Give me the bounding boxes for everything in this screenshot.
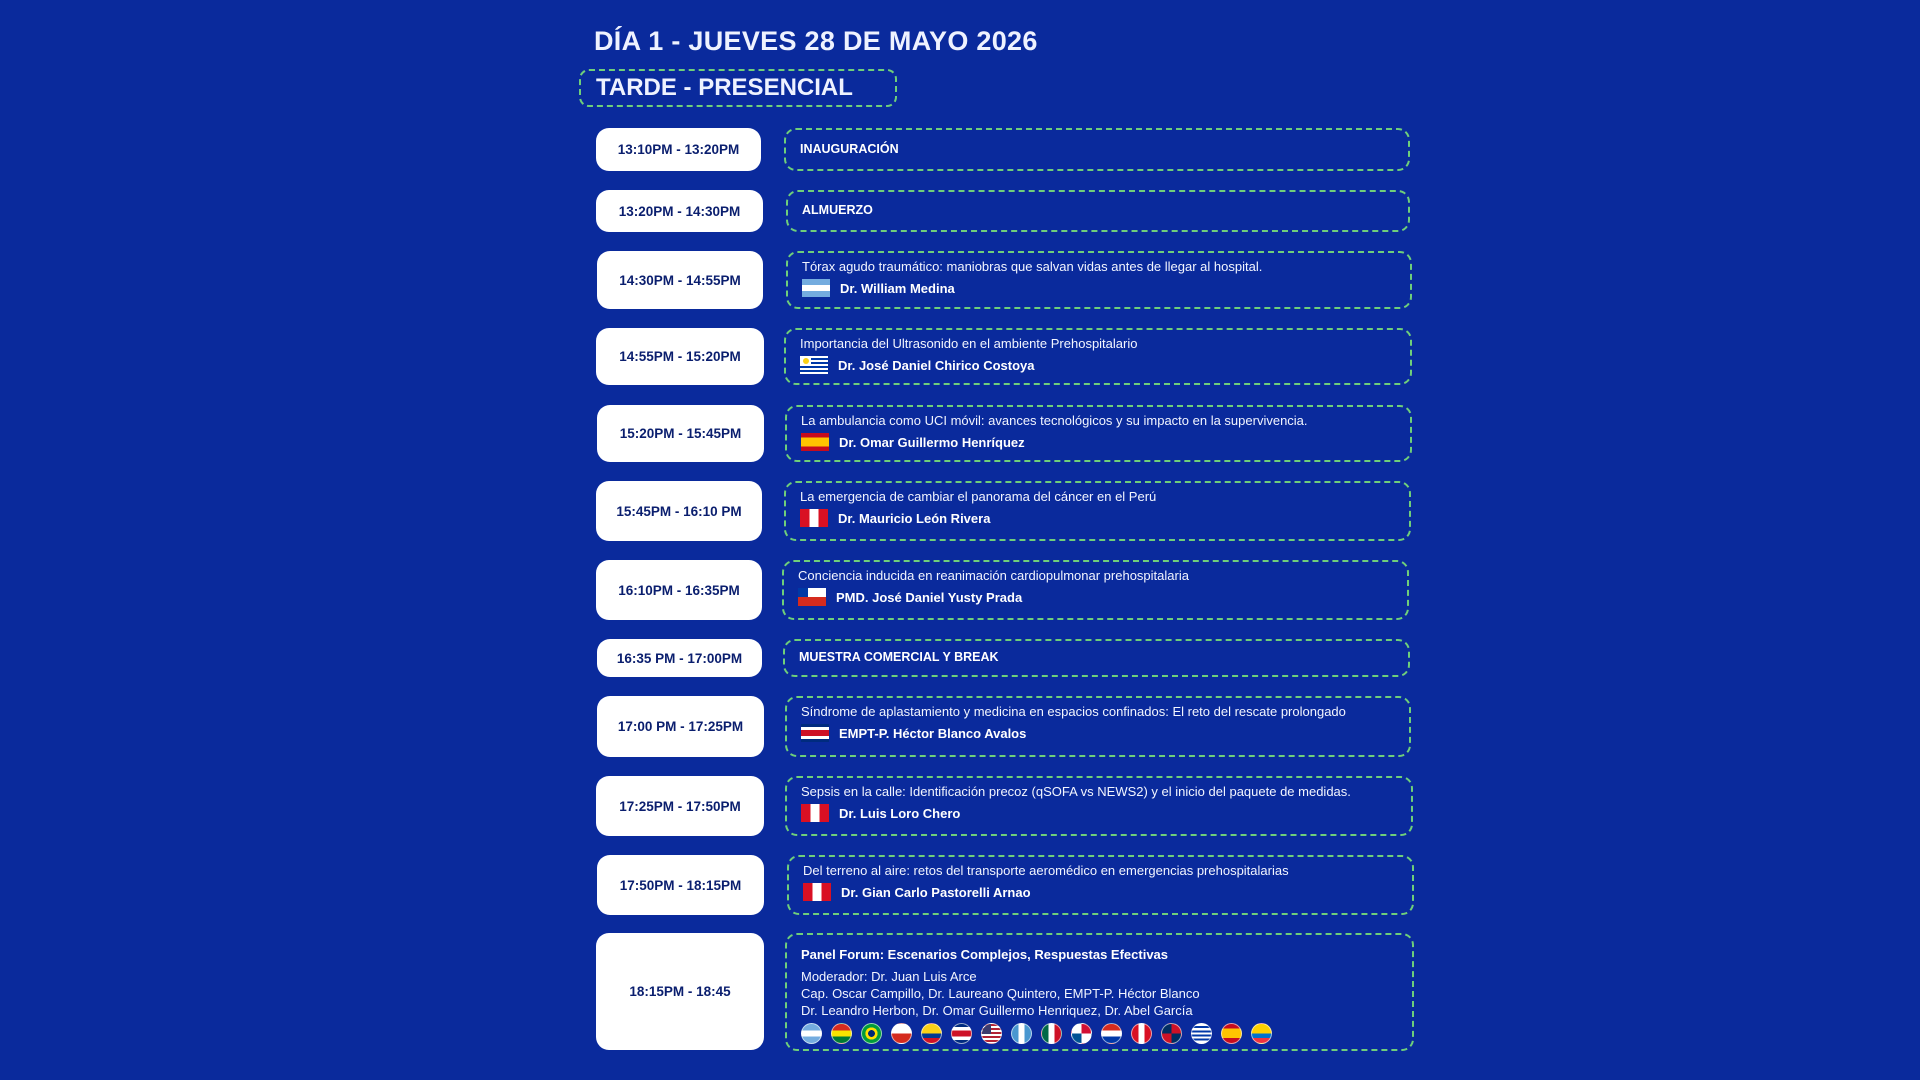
session-title-label: ALMUERZO bbox=[802, 203, 873, 217]
panel-card bbox=[785, 933, 1414, 1051]
speaker-name: Dr. Mauricio León Rivera bbox=[838, 510, 991, 526]
time-label: 15:20PM - 15:45PM bbox=[619, 426, 742, 441]
time-pill bbox=[597, 639, 762, 677]
panel-title: Panel Forum: Escenarios Complejos, Respuestas Efectivas bbox=[801, 947, 1169, 962]
peru-flag-icon bbox=[800, 509, 828, 527]
time-label: 16:10PM - 16:35PM bbox=[618, 582, 740, 598]
speaker-name: Dr. José Daniel Chirico Costoya bbox=[838, 357, 1035, 373]
argentina-flag-icon bbox=[801, 1023, 822, 1044]
speaker bbox=[801, 804, 960, 822]
time-pill bbox=[597, 696, 764, 757]
time-pill bbox=[597, 251, 763, 309]
costa-rica-flag-icon bbox=[951, 1023, 972, 1044]
session-card bbox=[785, 405, 1412, 462]
panel-flag-row bbox=[801, 1023, 1272, 1044]
time-pill bbox=[596, 328, 764, 385]
uruguay-flag-icon bbox=[800, 356, 828, 374]
spain-flag-icon bbox=[1221, 1023, 1242, 1044]
session-card bbox=[786, 190, 1410, 232]
time-pill bbox=[596, 933, 764, 1050]
colombia-flag-icon bbox=[921, 1023, 942, 1044]
session-card bbox=[783, 639, 1410, 677]
mexico-flag-icon bbox=[1041, 1023, 1062, 1044]
time-pill bbox=[596, 128, 761, 171]
panama-flag-icon bbox=[1071, 1023, 1092, 1044]
time-pill bbox=[596, 481, 762, 541]
usa-flag-icon bbox=[981, 1023, 1002, 1044]
time-label: 13:20PM - 14:30PM bbox=[618, 203, 741, 219]
argentina-flag-icon bbox=[802, 279, 830, 297]
peru-flag-icon bbox=[801, 804, 829, 822]
session-card bbox=[786, 251, 1412, 309]
speaker-name: Dr. William Medina bbox=[840, 280, 955, 296]
talk-topic: Del terreno al aire: retos del transporte aeromédico en emergencias prehospitalarias bbox=[803, 863, 1289, 878]
speaker bbox=[800, 509, 990, 527]
panel-speakers-2: Dr. Leandro Herbon, Dr. Omar Guillermo Henriquez, Dr. Abel García bbox=[801, 1003, 1193, 1018]
time-pill bbox=[596, 776, 764, 836]
speaker-name: Dr. Gian Carlo Pastorelli Arnao bbox=[841, 884, 1031, 900]
speaker bbox=[803, 883, 1031, 901]
costa-rica-flag-icon bbox=[801, 724, 829, 742]
talk-topic: Importancia del Ultrasonido en el ambiente Prehospitalario bbox=[800, 336, 1138, 351]
session-card bbox=[785, 776, 1413, 836]
speaker-name: Dr. Omar Guillermo Henríquez bbox=[839, 434, 1025, 450]
peru-flag-icon bbox=[1131, 1023, 1152, 1044]
session-card bbox=[787, 855, 1414, 915]
speaker-name: Dr. Luis Loro Chero bbox=[839, 805, 961, 821]
time-pill bbox=[597, 405, 764, 462]
dominican-republic-flag-icon bbox=[1161, 1023, 1182, 1044]
speaker bbox=[801, 724, 1026, 742]
guatemala-flag-icon bbox=[1011, 1023, 1032, 1044]
time-pill bbox=[597, 855, 764, 915]
talk-topic: Conciencia inducida en reanimación cardiopulmonar prehospitalaria bbox=[798, 568, 1189, 583]
chile-flag-icon bbox=[891, 1023, 912, 1044]
session-box bbox=[579, 69, 897, 107]
time-label: 13:10PM - 13:20PM bbox=[617, 142, 740, 157]
speaker-name: EMPT-P. Héctor Blanco Avalos bbox=[839, 725, 1027, 741]
bolivia-flag-icon bbox=[831, 1023, 852, 1044]
talk-topic: Tórax agudo traumático: maniobras que salvan vidas antes de llegar al hospital. bbox=[802, 259, 1263, 274]
spain-flag-icon bbox=[801, 433, 829, 451]
ecuador-flag-icon bbox=[1251, 1023, 1272, 1044]
session-card bbox=[784, 128, 1410, 171]
talk-topic: La ambulancia como UCI móvil: avances tecnológicos y su impacto en la supervivencia. bbox=[801, 413, 1308, 428]
panel-speakers-1: Cap. Oscar Campillo, Dr. Laureano Quintero, EMPT-P. Héctor Blanco bbox=[801, 986, 1200, 1001]
paraguay-flag-icon bbox=[1101, 1023, 1122, 1044]
chile-flag-icon bbox=[798, 588, 826, 606]
time-pill bbox=[596, 560, 762, 620]
panel-moderator: Moderador: Dr. Juan Luis Arce bbox=[801, 969, 977, 984]
speaker bbox=[800, 356, 1035, 374]
uruguay-flag-icon bbox=[1191, 1023, 1212, 1044]
time-label: 14:55PM - 15:20PM bbox=[619, 349, 741, 364]
session-title-label: INAUGURACIÓN bbox=[800, 141, 899, 156]
speaker bbox=[798, 588, 1022, 606]
talk-topic: Síndrome de aplastamiento y medicina en espacios confinados: El reto del rescate prolongado bbox=[801, 704, 1346, 719]
brazil-flag-icon bbox=[861, 1023, 882, 1044]
speaker-name: PMD. José Daniel Yusty Prada bbox=[836, 589, 1023, 605]
time-label: 17:00 PM - 17:25PM bbox=[617, 719, 744, 734]
speaker bbox=[801, 433, 1025, 451]
time-pill bbox=[596, 190, 763, 232]
talk-topic: Sepsis en la calle: Identificación precoz (qSOFA vs NEWS2) y el inicio del paquete de medidas. bbox=[801, 784, 1351, 799]
time-label: 17:50PM - 18:15PM bbox=[619, 877, 742, 893]
time-label: 16:35 PM - 17:00PM bbox=[616, 650, 743, 666]
session-card bbox=[784, 328, 1412, 385]
speaker bbox=[802, 279, 955, 297]
session-title: TARDE - PRESENCIAL bbox=[596, 74, 853, 101]
peru-flag-icon bbox=[803, 883, 831, 901]
time-label: 17:25PM - 17:50PM bbox=[619, 798, 741, 814]
time-label: 18:15PM - 18:45 bbox=[629, 984, 731, 999]
session-title-label: MUESTRA COMERCIAL Y BREAK bbox=[799, 650, 999, 664]
day-title: DÍA 1 - JUEVES 28 DE MAYO 2026 bbox=[594, 26, 1038, 56]
session-card bbox=[785, 696, 1411, 757]
time-label: 14:30PM - 14:55PM bbox=[619, 272, 741, 288]
talk-topic: La emergencia de cambiar el panorama del cáncer en el Perú bbox=[800, 489, 1157, 504]
session-card bbox=[782, 560, 1409, 620]
session-card bbox=[784, 481, 1411, 541]
time-label: 15:45PM - 16:10 PM bbox=[616, 503, 742, 519]
